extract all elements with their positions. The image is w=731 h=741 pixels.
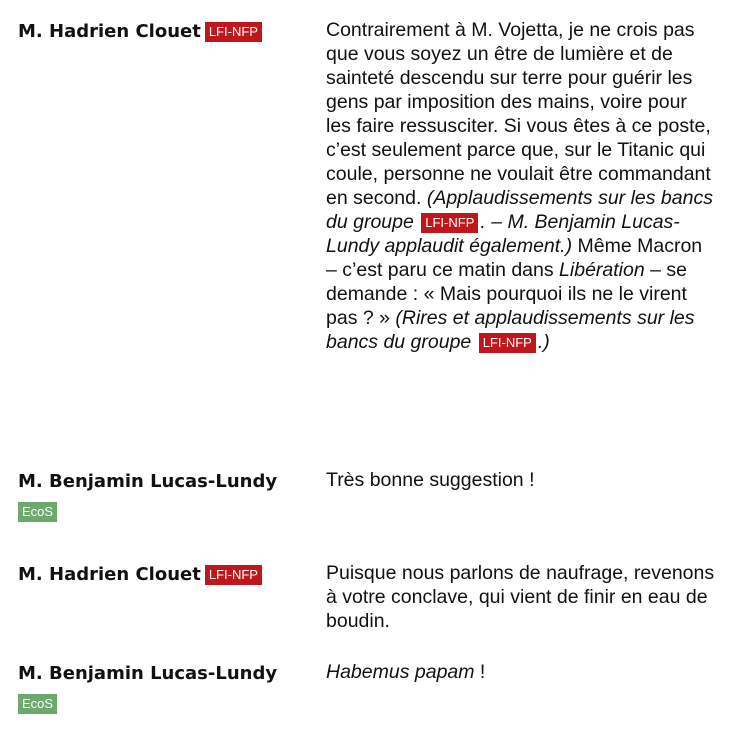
speech-text — [326, 18, 716, 354]
speaker-label — [18, 561, 318, 589]
latin-phrase: Habemus papam — [326, 661, 475, 683]
speech-body: Contrairement à M. Vojetta, je ne crois pas que vous soyez un être de lumière et de sainteté descendu sur terre pour guérir les gens par imposition des mains, voire pour les faire ressusciter. Si vous êtes à ce poste, c’est seulement parce que, sur le Titanic qui coule, personne ne voulait être commandant en second. — [326, 19, 711, 209]
speech-text: Très bonne suggestion ! — [326, 469, 535, 491]
speaker-name[interactable]: M. Benjamin Lucas-Lundy — [18, 663, 278, 684]
group-badge[interactable]: LFI-NFP — [205, 22, 262, 42]
speaker-label — [18, 18, 318, 46]
stage-direction: (Rires et applaudissements sur les bancs du groupe — [326, 307, 695, 353]
stage-direction: (Applaudissements sur les bancs du groupe — [326, 187, 713, 233]
speaker-name[interactable]: M. Hadrien Clouet — [18, 21, 201, 42]
speaker-label — [18, 468, 318, 524]
speech-body: Même Macron – c’est paru ce matin dans — [326, 235, 703, 281]
citation-title: Libération — [559, 259, 645, 281]
speech-text — [326, 660, 716, 684]
stage-direction: . – M. Benjamin Lucas-Lundy applaudit également.) — [326, 211, 680, 257]
group-badge[interactable]: EcoS — [18, 694, 57, 714]
group-badge[interactable]: EcoS — [18, 502, 57, 522]
group-badge-inline[interactable]: LFI-NFP — [421, 213, 478, 233]
group-badge[interactable]: LFI-NFP — [205, 565, 262, 585]
speaker-label — [18, 660, 318, 716]
speech-text: Puisque nous parlons de naufrage, revenons à votre conclave, qui vient de finir en eau de boudin. — [326, 562, 715, 632]
speech-body: – se demande : « Mais pourquoi ils ne le virent pas ? » — [326, 259, 687, 329]
speech-suffix: ! — [479, 661, 486, 683]
stage-direction: .) — [537, 331, 550, 353]
speaker-name[interactable]: M. Hadrien Clouet — [18, 564, 201, 585]
speaker-name[interactable]: M. Benjamin Lucas-Lundy — [18, 471, 278, 492]
group-badge-inline[interactable]: LFI-NFP — [479, 333, 536, 353]
